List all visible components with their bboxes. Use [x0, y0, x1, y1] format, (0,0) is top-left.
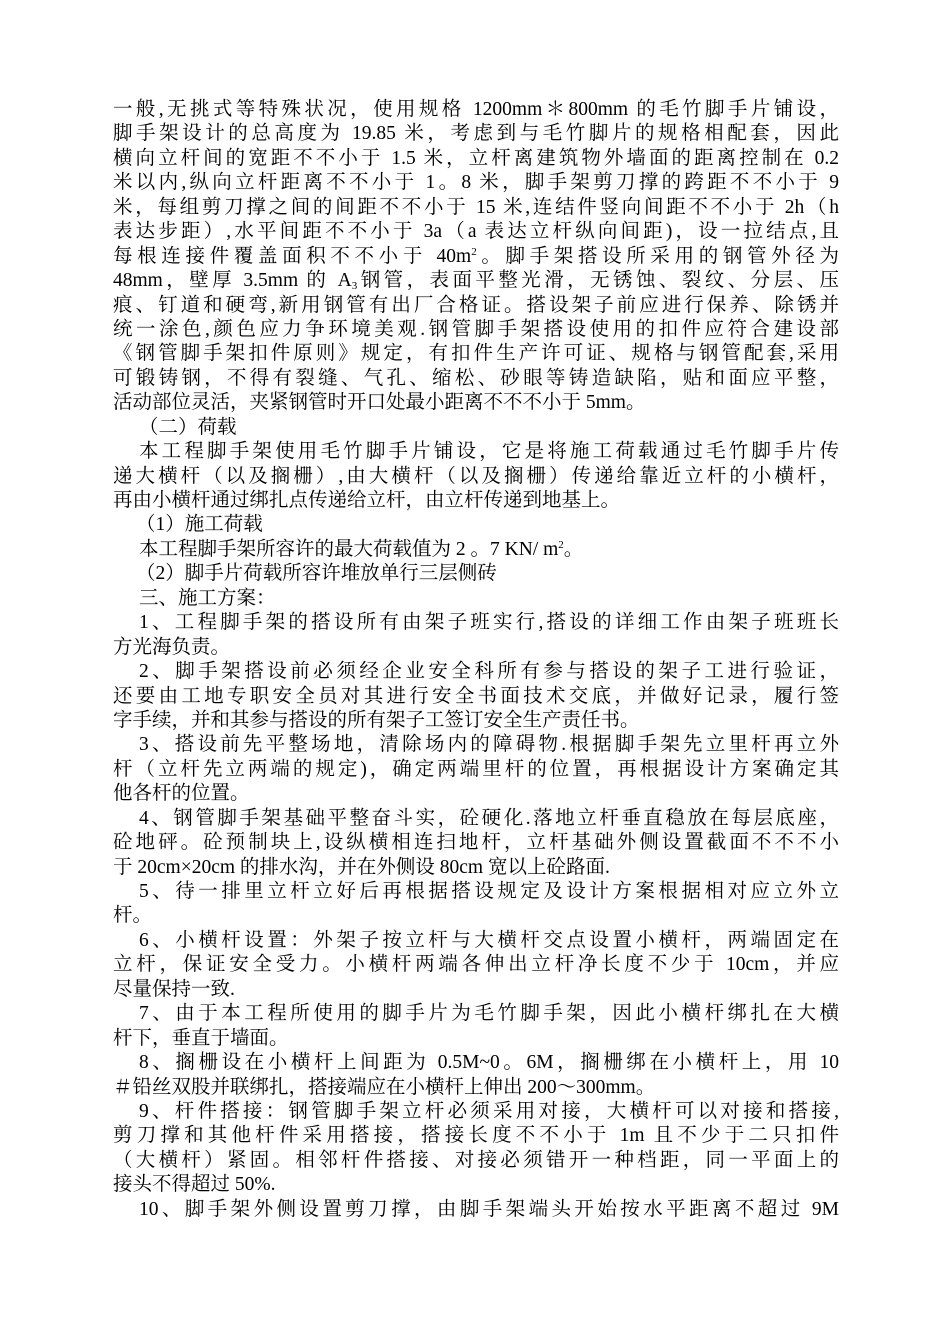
text-line: 字手续，并和其参与搭设的所有架子工签订安全生产责任书。 [113, 709, 640, 731]
text-line: 砼地砰。砼预制块上,设纵横相连扫地杆，立杆基础外侧设置截面不不不小 [113, 832, 839, 854]
text-line: 《钢管脚手架扣件原则》规定，有扣件生产许可证、规格与钢管配套,采用 [113, 343, 839, 365]
text-line: 尽量保持一致. [113, 978, 235, 1000]
text-line: 3、搭设前先平整场地，清除场内的障碍物.根据脚手架先立里杆再立外 [139, 734, 839, 756]
text-line: 5、待一排里立杆立好后再根据搭设规定及设计方案根据相对应立外立 [139, 881, 839, 902]
text-line: 三、施工方案： [139, 587, 276, 609]
text-line: 本工程脚手架所容许的最大荷载值为 2 。7 KN/ $m^2$。 [139, 538, 584, 560]
text-line: 本工程脚手架使用毛竹脚手片铺设，它是将施工荷载通过毛竹脚手片传 [139, 441, 839, 463]
text-line: 可锻铸钢，不得有裂缝、气孔、缩松、砂眼等铸造缺陷，贴和面应平整， [113, 367, 839, 389]
text-line: 痕、钉道和硬弯,新用钢管有出厂合格证。搭设架子前应进行保养、除锈并 [113, 294, 839, 316]
text-line: 一般,无挑式等特殊状况，使用规格 1200mm＊800mm 的毛竹脚手片铺设， [113, 99, 839, 120]
text-line: 6、小横杆设置：外架子按立杆与大横杆交点设置小横杆，两端固定在 [139, 929, 839, 951]
text-line: 1、工程脚手架的搭设所有由架子班实行,搭设的详细工作由架子班班长 [139, 612, 839, 634]
text-line: （2）脚手片荷载所容许堆放单行三层侧砖 [136, 563, 497, 585]
text-line: 8、搁栅设在小横杆上间距为 0.5M~0。6M，搁栅绑在小横杆上，用 10 [139, 1052, 839, 1074]
text-line: 米以内,纵向立杆距离不不小于 1。8 米，脚手架剪刀撑的跨距不不小于 9 [113, 172, 839, 194]
text-line: 10、脚手架外侧设置剪刀撑，由脚手架端头开始按水平距离不超过 9M [139, 1198, 839, 1220]
text-line: 方光海负责。 [113, 636, 231, 658]
text-line: 2、脚手架搭设前必须经企业安全科所有参与搭设的架子工进行验证， [139, 661, 839, 683]
text-line: 杆。 [113, 905, 153, 927]
text-line: 活动部位灵活，夹紧钢管时开口处最小距离不不不小于 5mm。 [113, 392, 646, 414]
text-line: 脚手架设计的总高度为 19.85 米，考虑到与毛竹脚片的规格相配套，因此 [113, 123, 839, 145]
text-line: 表达步距）,水平间距不不小于 3a（a 表达立杆纵向间距)，设一拉结点,且 [113, 221, 839, 243]
text-line: 9、杆件搭接：钢管脚手架立杆必须采用对接，大横杆可以对接和搭接, [139, 1100, 839, 1122]
text-line: （大横杆）紧固。相邻杆件搭接、对接必须错开一种档距，同一平面上的 [113, 1149, 839, 1171]
text-line: 剪刀撑和其他杆件采用搭接，搭接长度不不小于 1m 且不少于二只扣件 [113, 1125, 839, 1147]
text-line: 杆下，垂直于墙面。 [113, 1027, 289, 1049]
text-line: 48mm，壁厚 3.5mm 的 $A_3$钢管，表面平整光滑，无锈蚀、裂纹、分层、压 [113, 270, 839, 293]
superscript: 2 [471, 245, 477, 258]
text-line: 4、钢管脚手架基础平整奋斗实，砼硬化.落地立杆垂直稳放在每层底座， [139, 807, 839, 829]
text-line: 每根连接件覆盖面积不不小于 $40m^2$。脚手架搭设所采用的钢管外径为 [113, 245, 839, 267]
text-line: 统一涂色,颜色应力争环境美观.钢管脚手架搭设使用的扣件应符合建设部 [113, 318, 839, 340]
document-body [113, 98, 839, 1222]
superscript: 2 [558, 538, 564, 551]
text-line: 横向立杆间的宽距不不小于 1.5 米，立杆离建筑物外墙面的距离控制在 0.2 [113, 147, 839, 169]
text-line: 立杆，保证安全受力。小横杆两端各伸出立杆净长度不少于 10cm，并应 [113, 954, 839, 976]
text-line: （二）荷载 [139, 416, 237, 438]
text-line: 再由小横杆通过绑扎点传递给立杆，由立杆传递到地基上。 [113, 490, 621, 511]
text-line: ＃铅丝双股并联绑扎，搭接端应在小横杆上伸出 200～300mm。 [113, 1076, 656, 1098]
subscript: 3 [351, 280, 358, 293]
text-line: 接头不得超过 50%. [113, 1174, 276, 1196]
text-line: 于 20cm×20cm 的排水沟，并在外侧设 80cm 宽以上砼路面. [113, 856, 610, 878]
text-line: 米，每组剪刀撑之间的间距不不小于 15 米,连结件竖向间距不不小于 2h（h [113, 196, 839, 218]
text-line: 还要由工地专职安全员对其进行安全书面技术交底，并做好记录，履行签 [113, 685, 839, 707]
text-line: 他各杆的位置。 [113, 783, 250, 805]
text-line: 递大横杆（以及搁栅）,由大横杆（以及搁栅）传递给靠近立杆的小横杆， [113, 465, 839, 487]
text-line: （1）施工荷载 [136, 514, 263, 536]
text-line: 7、由于本工程所使用的脚手片为毛竹脚手架，因此小横杆绑扎在大横 [139, 1003, 839, 1025]
text-line: 杆（立杆先立两端的规定)，确定两端里杆的位置，再根据设计方案确定其 [113, 758, 839, 780]
